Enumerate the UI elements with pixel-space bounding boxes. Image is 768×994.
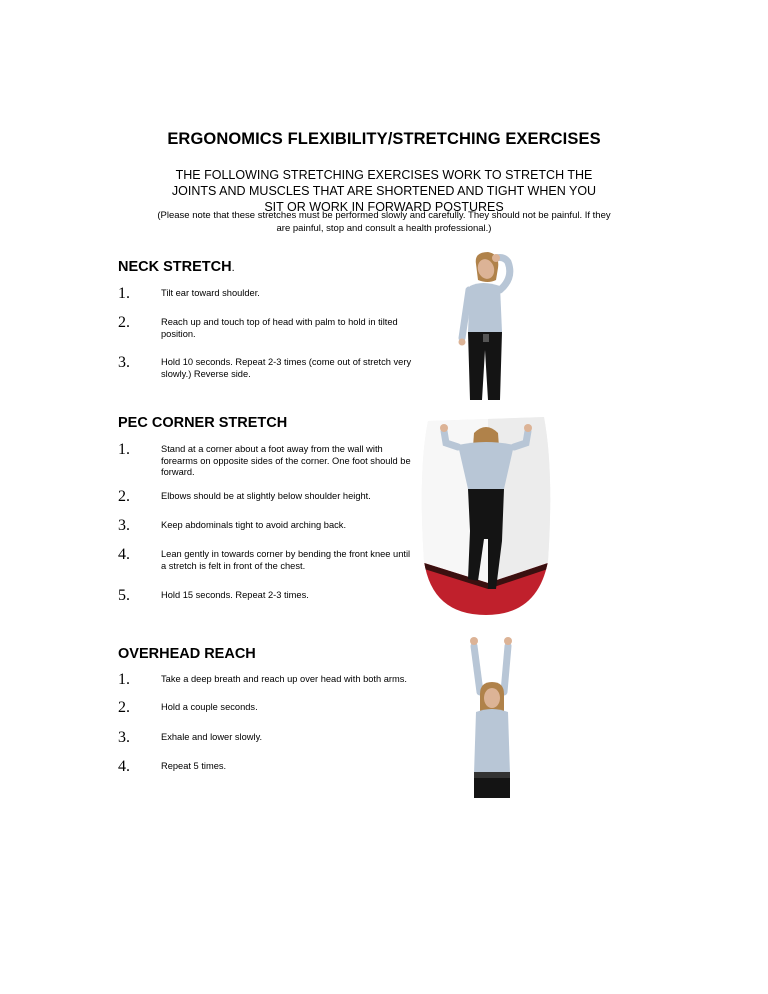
section-title-text: OVERHEAD REACH [118, 646, 256, 662]
pec-corner-stretch-photo [418, 411, 554, 615]
step-number: 2. [118, 699, 130, 716]
section-title-suffix: . [231, 262, 235, 274]
step-number: 4. [118, 546, 130, 563]
step-number: 3. [118, 729, 130, 746]
step-text: Keep abdominals tight to avoid arching back. [161, 520, 347, 530]
intro-line: THE FOLLOWING STRETCHING EXERCISES WORK TO STRETCH THE [175, 168, 593, 182]
step-number: 2. [118, 314, 130, 331]
note-line: are painful, stop and consult a health professional.) [276, 222, 492, 234]
note-line: (Please note that these stretches must be performed slowly and carefully. They should not be painful. If they [157, 210, 611, 221]
step-text: Elbows should be at slightly below shoulder height. [161, 491, 371, 501]
step-text: Take a deep breath and reach up over head with both arms. [161, 674, 408, 684]
step-text: Stand at a corner about a foot away from the wall with forearms on opposite sides of the corner. One foot should be forward. [161, 444, 411, 477]
pec-corner-stretch-title [118, 415, 287, 431]
section-title-text: NECK STRETCH [118, 259, 232, 275]
step-number: 1. [118, 441, 130, 458]
step-number: 4. [118, 758, 130, 775]
step-number: 2. [118, 488, 130, 505]
step-text: Hold 10 seconds. Repeat 2-3 times (come out of stretch very slowly.) Reverse side. [161, 357, 412, 379]
step-text: Tilt ear toward shoulder. [161, 288, 260, 298]
intro-line: JOINTS AND MUSCLES THAT ARE SHORTENED AND TIGHT WHEN YOU [171, 184, 597, 198]
section-title-text: PEC CORNER STRETCH [118, 415, 288, 431]
intro-line: SIT OR WORK IN FORWARD POSTURES [264, 200, 504, 214]
step-number: 1. [118, 671, 130, 688]
step-number: 1. [118, 285, 130, 302]
step-number: 5. [118, 587, 130, 604]
intro-text [100, 167, 668, 215]
neck-stretch-title [118, 259, 235, 275]
overhead-reach-title [118, 646, 256, 662]
neck-stretch-photo [452, 250, 534, 402]
step-text: Lean gently in towards corner by bending the front knee until a stretch is felt in front of the chest. [161, 549, 411, 571]
safety-note [60, 210, 708, 235]
page-title: ERGONOMICS FLEXIBILITY/STRETCHING EXERCISES [167, 130, 601, 148]
step-number: 3. [118, 354, 130, 371]
step-text: Hold a couple seconds. [161, 702, 258, 712]
step-number: 3. [118, 517, 130, 534]
step-text: Reach up and touch top of head with palm to hold in tilted position. [161, 317, 398, 339]
step-text: Hold 15 seconds. Repeat 2-3 times. [161, 590, 309, 600]
overhead-reach-photo [468, 632, 516, 798]
step-text: Repeat 5 times. [161, 761, 227, 771]
step-text: Exhale and lower slowly. [161, 732, 263, 742]
